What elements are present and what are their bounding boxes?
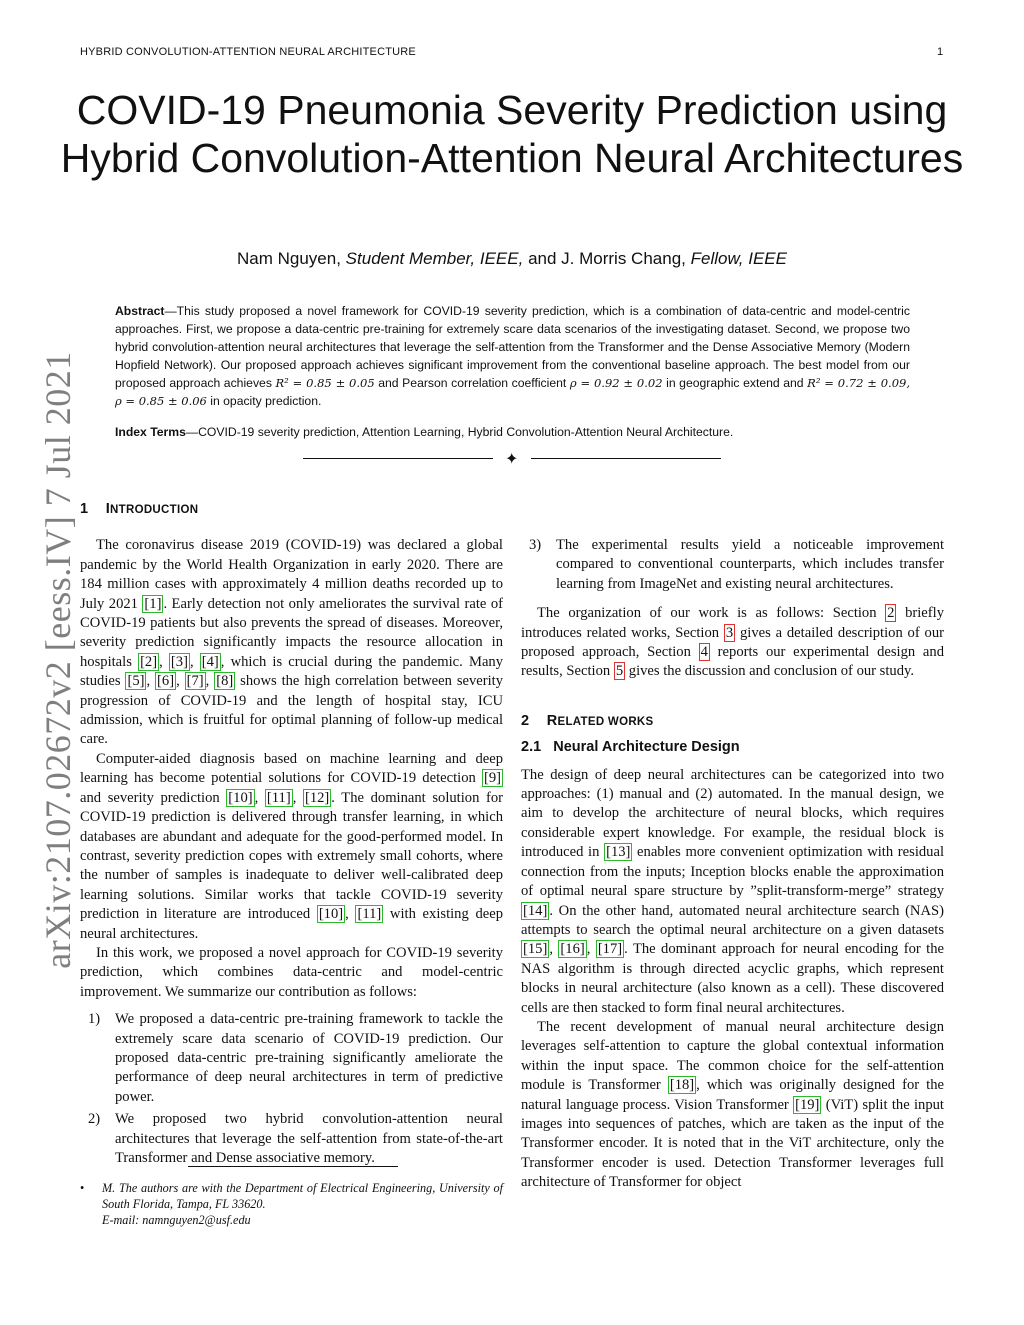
- section-link[interactable]: 3: [725, 624, 734, 641]
- intro-paragraph-4: [521, 604, 944, 682]
- author-2-role: Fellow, IEEE: [690, 249, 787, 268]
- arxiv-identifier: arXiv:2107.02672v2 [eess.IV] 7 Jul 2021: [38, 351, 78, 969]
- author-1-role: Student Member, IEEE,: [345, 249, 524, 268]
- text-run: ,: [254, 789, 265, 806]
- right-column: [521, 536, 944, 1193]
- related-paragraph-2: [521, 1018, 944, 1193]
- list-item-text: We proposed two hybrid convolution-attention neural architectures that leverage the self-attention from state-of-the-art Transformer and Dense associative memory.: [115, 1111, 503, 1166]
- text-run: reports our experimental design and results, Section: [521, 644, 944, 680]
- section-2-number: 2: [521, 712, 530, 729]
- text-run: The organization of our work is as follows: Section: [537, 605, 886, 622]
- contribution-item: [521, 536, 944, 594]
- separator-diamond-icon: ✦: [505, 449, 519, 468]
- text-run: , which was originally designed for the natural language process. Vision Transformer: [521, 1077, 944, 1113]
- author-1: Nam Nguyen,: [237, 249, 341, 268]
- citation-link[interactable]: [16]: [560, 941, 585, 958]
- citation-link[interactable]: [5]: [127, 673, 145, 690]
- text-run: The design of deep neural architectures can be categorized into two approaches: (1) manual and (2) automated. In the manual design, we aim to develop the architecture of neural blocks, which requires considerable expert knowledge. For example, the residual block is introduced in: [521, 766, 944, 861]
- left-column: [80, 500, 503, 1171]
- abstract-math-3: R² = 0.72 ± 0.09, ρ = 0.85 ± 0.06: [115, 376, 910, 408]
- text-run: ,: [176, 673, 185, 690]
- citation-link[interactable]: [4]: [201, 653, 219, 670]
- author-2: J. Morris Chang,: [561, 249, 686, 268]
- citation-link[interactable]: [6]: [157, 673, 175, 690]
- abstract-text-4: in opacity prediction.: [206, 394, 322, 408]
- text-run: The coronavirus disease 2019 (COVID-19) was declared a global pandemic by the World Health Organization in early 2020. There are 184 million cases with approximately 4 million deaths recorded up to July 2021: [80, 537, 503, 612]
- text-run: ,: [292, 789, 303, 806]
- citation-link[interactable]: [10]: [318, 906, 344, 923]
- section-link[interactable]: 4: [700, 644, 708, 661]
- subsection-2-1-heading: 2.1 Neural Architecture Design: [521, 739, 740, 756]
- citation-link[interactable]: [19]: [795, 1096, 820, 1113]
- text-run: Computer-aided diagnosis based on machine learning and deep learning has become potential solutions for COVID-19 detection: [80, 750, 503, 787]
- intro-paragraph-2: [80, 750, 503, 944]
- abstract-text-2: and Pearson correlation coefficient: [374, 376, 570, 390]
- text-run: and severity prediction: [80, 789, 227, 806]
- abstract-text-3: in geographic extend and: [662, 376, 808, 390]
- citation-link[interactable]: [13]: [606, 844, 631, 861]
- footnote-affiliation: M. The authors are with the Department of Electrical Engineering, University of South Florida, Tampa, FL 33620.: [102, 1181, 503, 1211]
- author-and: and: [528, 249, 557, 268]
- text-run: gives the discussion and conclusion of our study.: [625, 663, 914, 680]
- text-run: ,: [146, 673, 156, 690]
- text-run: . On the other hand, automated neural architecture search (NAS) attempts to search the optimal neural architecture on a given datasets: [521, 902, 944, 938]
- text-run: , which is crucial during the pandemic. Many studies: [80, 653, 504, 690]
- list-number: 3): [529, 537, 542, 553]
- footnote-email: E-mail: namnguyen2@usf.edu: [102, 1213, 251, 1227]
- text-run: ,: [345, 906, 356, 923]
- related-paragraph-1: [521, 766, 944, 1018]
- index-terms-label: Index Terms: [115, 425, 186, 439]
- citation-link[interactable]: [8]: [216, 673, 234, 690]
- text-run: shows the high correlation between severity progression of COVID-19 and the length of hospital stay, ICU admission, which is fruitful for optimal planning of follow-up medical care.: [80, 673, 504, 748]
- section-2-title-rest: ELATED WORKS: [557, 715, 654, 728]
- intro-paragraph-3: In this work, we proposed a novel approach for COVID-19 severity prediction, which combines data-centric and model-centric improvement. We summarize our contribution as follows:: [80, 944, 503, 1000]
- text-run: with existing deep neural architectures.: [80, 906, 503, 942]
- paper-title: COVID-19 Pneumonia Severity Prediction using Hybrid Convolution-Attention Neural Architectures: [60, 87, 964, 181]
- text-run: The recent development of manual neural architecture design leverages self-attention to capture the global contextual information within the input space. The common choice for the self-attention module is Transformer: [521, 1018, 944, 1094]
- contribution-list-continued: [521, 536, 944, 594]
- contribution-item: [80, 1110, 503, 1168]
- section-link[interactable]: 5: [615, 663, 624, 680]
- section-2-first-letter: R: [546, 712, 558, 729]
- separator-left: [303, 458, 493, 459]
- author-line: [80, 249, 944, 269]
- citation-link[interactable]: [18]: [669, 1077, 695, 1094]
- text-run: (ViT) split the input images into sequences of patches, which are taken as the input of the Transformer encoder. It is noted that in the ViT architecture, only the Transformer encoder is used. Detection Transformer leverages full architecture of Transformer for object: [521, 1096, 944, 1191]
- contribution-list: [80, 1010, 503, 1168]
- citation-link[interactable]: [10]: [228, 789, 253, 806]
- text-run: . The dominant approach for neural encoding for the NAS algorithm is through directed acyclic graphs, which represent blocks in neural architecture (also known as a cell). These discovered cells are then stacked to form final neural architectures.: [521, 941, 945, 1016]
- intro-paragraph-1: [80, 536, 503, 749]
- text-run: . Early detection not only ameliorates the survival rate of COVID-19 patients but also prevents the spread of diseases. Moreover, severity prediction significantly impacts the resource allocation in hospitals: [80, 595, 503, 670]
- citation-link[interactable]: [11]: [266, 789, 291, 806]
- section-1-title-rest: NTRODUCTION: [110, 504, 199, 516]
- section-1-first-letter: I: [105, 501, 111, 517]
- text-run: ,: [205, 673, 215, 690]
- citation-link[interactable]: [9]: [483, 770, 501, 787]
- list-number: 1): [88, 1011, 101, 1028]
- page-number: 1: [937, 46, 944, 58]
- contribution-item: [80, 1010, 503, 1107]
- citation-link[interactable]: [2]: [140, 653, 158, 670]
- text-run: ,: [159, 653, 169, 670]
- separator-right: [531, 458, 721, 459]
- citation-link[interactable]: [3]: [170, 653, 188, 670]
- text-run: gives a detailed description of our proposed approach, Section: [521, 624, 944, 661]
- footnote-bullet: •: [80, 1181, 85, 1195]
- abstract-math-1: R² = 0.85 ± 0.05: [275, 376, 375, 390]
- text-run: ,: [586, 941, 596, 958]
- list-item-text: We proposed a data-centric pre-training framework to tackle the extremely scare data scenario of COVID-19 prediction. Our proposed data-centric pre-training significantly ameliorate the performance of deep neural architectures in term of predictive power.: [115, 1011, 503, 1105]
- index-terms: [115, 425, 910, 439]
- text-run: . The dominant solution for COVID-19 prediction is delivered through transfer learning, in which databases are abundant and adequate for the good-performed model. In contrast, severity prediction copes with extremely small cohorts, where the number of samples is inadequate to deliver well-calibrated deep learning solutions. Similar works that tackle COVID-19 severity prediction in literature are introduced: [80, 789, 504, 923]
- text-run: enables more convenient optimization with residual connection from the inputs; Inception blocks enable the approximation of optimal neural spare structure by ”split-transform-merge” strategy: [521, 844, 945, 900]
- footnote-rule: [188, 1166, 398, 1167]
- section-1-heading: [80, 500, 503, 520]
- text-run: ,: [189, 653, 200, 670]
- citation-link[interactable]: [14]: [523, 902, 548, 919]
- list-number: 2): [88, 1111, 101, 1128]
- section-2-heading: [521, 712, 944, 732]
- citation-link[interactable]: [11]: [357, 906, 382, 923]
- abstract: [115, 302, 910, 410]
- citation-link[interactable]: [1]: [144, 595, 162, 612]
- section-1-number: 1: [80, 501, 89, 517]
- citation-link[interactable]: [12]: [304, 789, 330, 806]
- running-header: HYBRID CONVOLUTION-ATTENTION NEURAL ARCHITECTURE: [80, 46, 416, 58]
- citation-link[interactable]: [17]: [597, 941, 623, 958]
- section-link[interactable]: 2: [887, 605, 895, 622]
- text-run: ,: [549, 941, 559, 958]
- text-run: briefly introduces related works, Section: [521, 605, 944, 641]
- footnote: [80, 1180, 503, 1228]
- citation-link[interactable]: [15]: [523, 941, 548, 958]
- citation-link[interactable]: [7]: [186, 673, 204, 690]
- list-item-text: The experimental results yield a noticeable improvement compared to conventional counterparts, which includes transfer learning from ImageNet and existing neural architectures.: [556, 537, 944, 592]
- index-terms-text: —COVID-19 severity prediction, Attention Learning, Hybrid Convolution-Attention Neural Architecture.: [185, 425, 734, 439]
- abstract-text-1: —This study proposed a novel framework for COVID-19 severity prediction, which is a combination of data-centric and model-centric approaches. First, we propose a data-centric pre-training for extremely scare data scenarios of the investigating dataset. Second, we propose two hybrid convolution-attention neural architectures that leverage the self-attention from the Transformer and the Dense Associative Memory (Modern Hopfield Network). Our proposed approach achieves significant improvement from the conventional baseline approach. The best model from our proposed approach achieves: [115, 304, 910, 390]
- abstract-label: Abstract: [115, 304, 165, 318]
- abstract-math-2: ρ = 0.92 ± 0.02: [569, 376, 663, 390]
